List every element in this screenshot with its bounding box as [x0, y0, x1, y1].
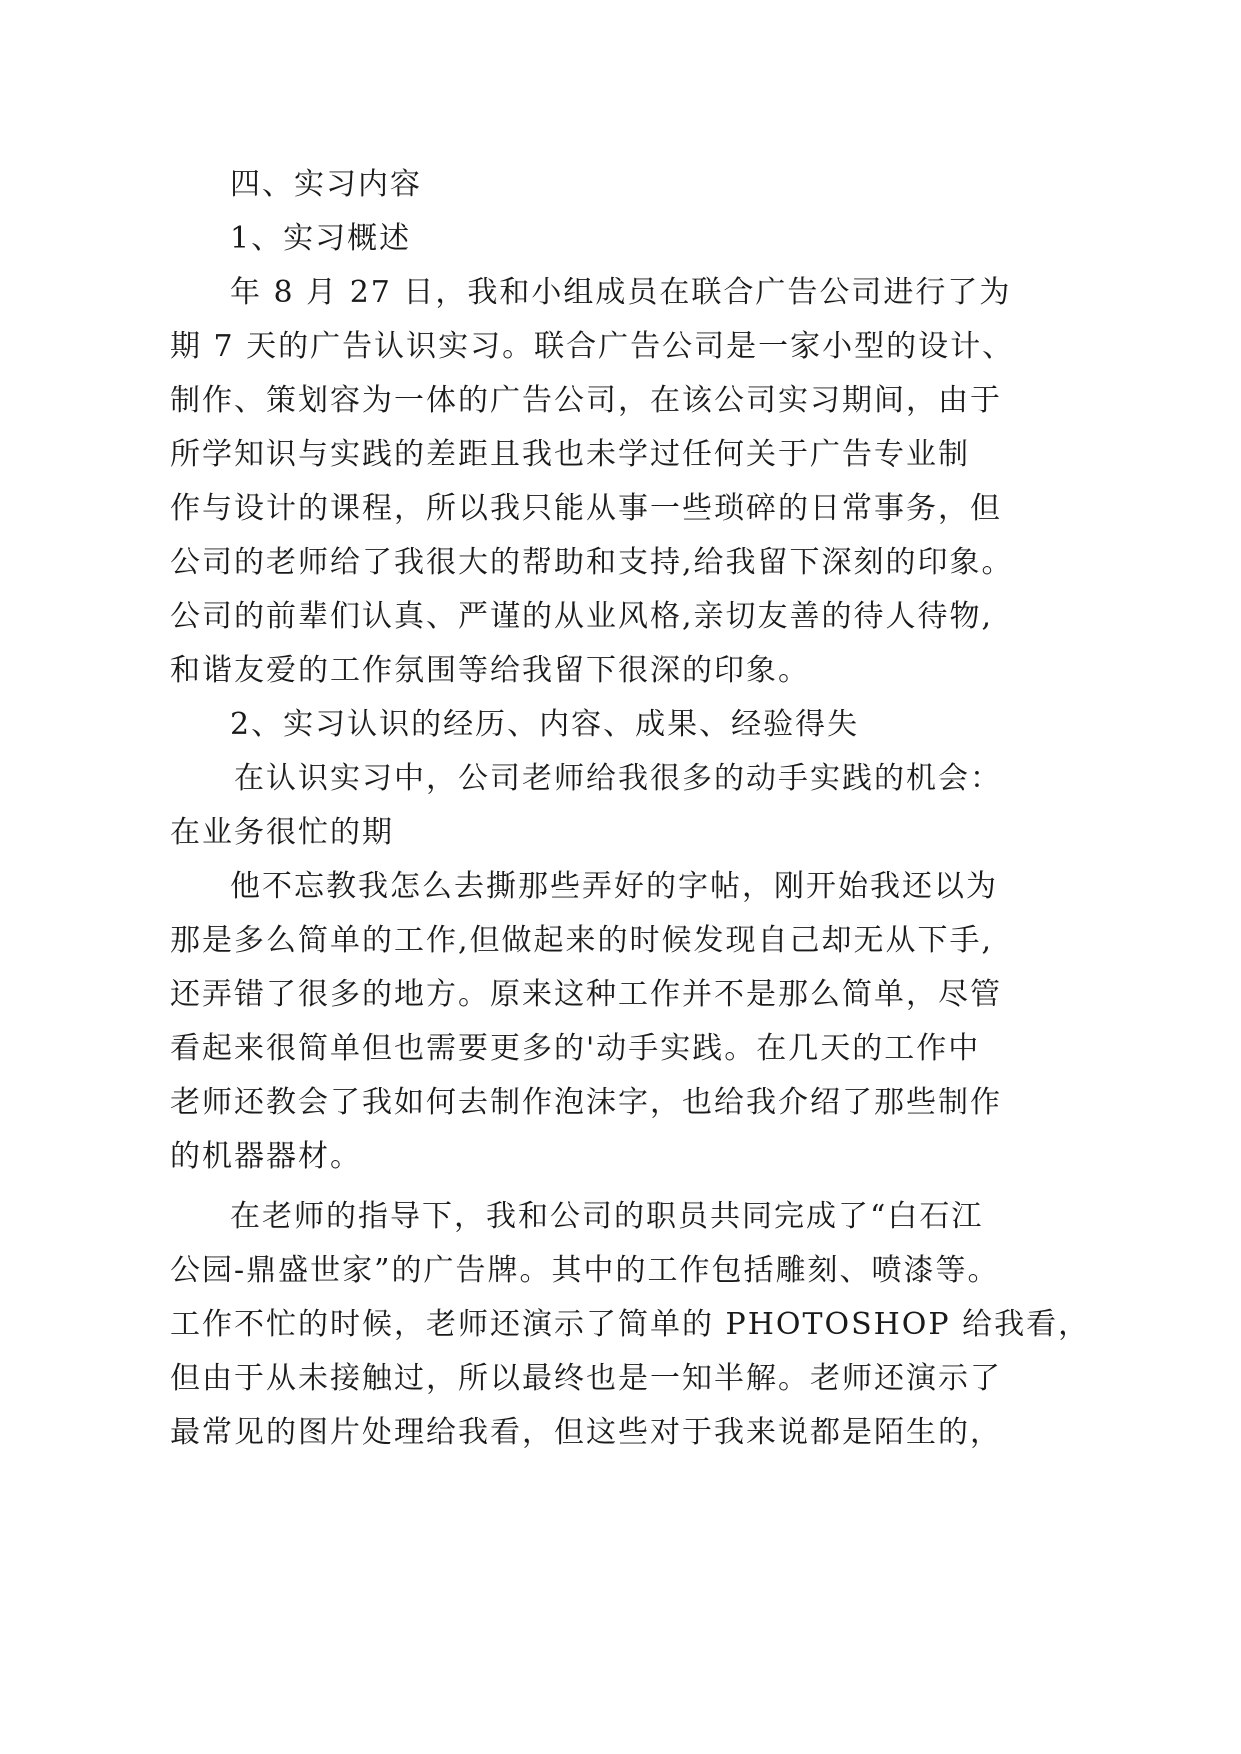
paragraph-line: 看起来很简单但也需要更多的'动手实践。在几天的工作中	[170, 1031, 981, 1066]
paragraph-line: 那是多么简单的工作,但做起来的时候发现自己却无从下手,	[170, 923, 994, 958]
paragraph-line: 他不忘教我怎么去撕那些弄好的字帖，刚开始我还以为	[230, 869, 998, 904]
subsection-heading: 1、实习概述	[230, 221, 412, 256]
paragraph-line: 工作不忙的时候，老师还演示了简单的 PHOTOSHOP 给我看，	[170, 1307, 1091, 1342]
paragraph-line: 年 8 月 27 日，我和小组成员在联合广告公司进行了为	[230, 275, 1012, 310]
paragraph-line: 公司的前辈们认真、严谨的从业风格,亲切友善的待人待物,	[170, 599, 994, 634]
paragraph-line: 所学知识与实践的差距且我也未学过任何关于广告专业制	[170, 437, 970, 472]
paragraph-line: 在老师的指导下，我和公司的职员共同完成了“白石江	[230, 1199, 984, 1234]
paragraph-line: 在认识实习中，公司老师给我很多的动手实践的机会：	[234, 761, 1002, 796]
paragraph-line: 最常见的图片处理给我看，但这些对于我来说都是陌生的，	[170, 1415, 1002, 1450]
paragraph-line: 和谐友爱的工作氛围等给我留下很深的印象。	[170, 653, 810, 688]
paragraph-line: 公园-鼎盛世家”的广告牌。其中的工作包括雕刻、喷漆等。	[170, 1253, 1000, 1288]
paragraph-line: 制作、策划容为一体的广告公司，在该公司实习期间，由于	[170, 383, 1002, 418]
paragraph-line: 公司的老师给了我很大的帮助和支持,给我留下深刻的印象。	[170, 545, 1014, 580]
paragraph-line: 期 7 天的广告认识实习。联合广告公司是一家小型的设计、	[170, 329, 1015, 364]
paragraph-line: 作与设计的课程，所以我只能从事一些琐碎的日常事务，但	[170, 491, 1002, 526]
section-heading: 四、实习内容	[230, 167, 422, 202]
paragraph-line: 还弄错了很多的地方。原来这种工作并不是那么简单，尽管	[170, 977, 1002, 1012]
paragraph-line: 的机器器材。	[170, 1139, 362, 1174]
subsection-heading: 2、实习认识的经历、内容、成果、经验得失	[230, 707, 860, 742]
paragraph-line: 在业务很忙的期	[170, 815, 394, 850]
paragraph-line: 但由于从未接触过，所以最终也是一知半解。老师还演示了	[170, 1361, 1002, 1396]
paragraph-line: 老师还教会了我如何去制作泡沫字，也给我介绍了那些制作	[170, 1085, 1002, 1120]
